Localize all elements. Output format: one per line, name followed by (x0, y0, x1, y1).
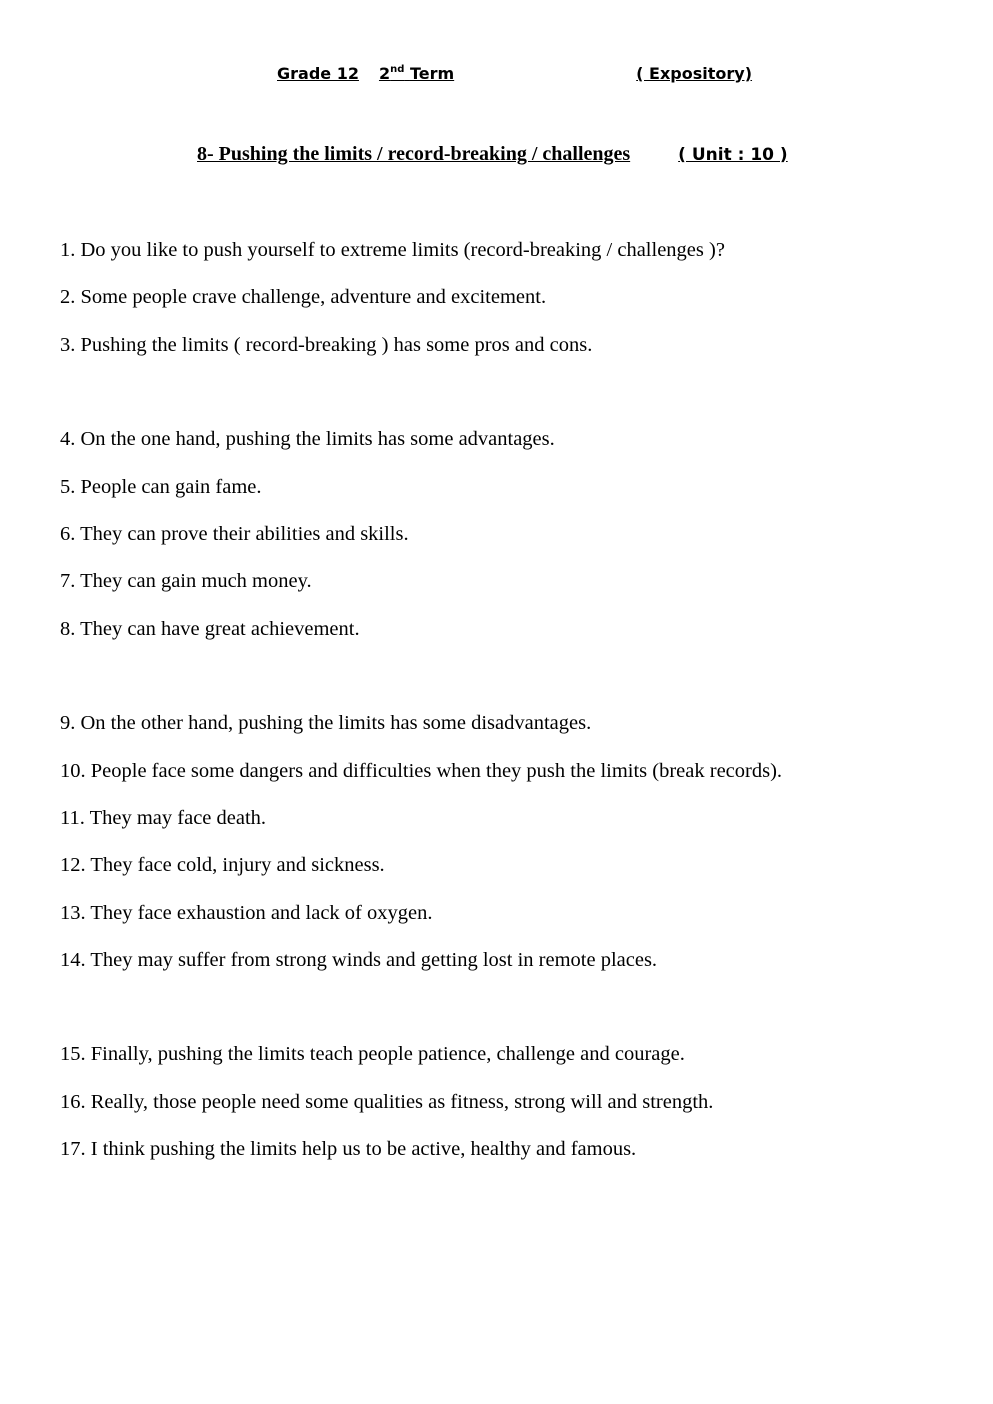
paragraph-disadvantages (60, 707, 940, 991)
page-title (197, 140, 859, 170)
sentence: 14. They may suffer from strong winds and getting lost in remote places. (60, 949, 658, 972)
sentence: 13. They face exhaustion and lack of oxygen. (60, 901, 433, 924)
sentence: 15. Finally, pushing the limits teach people patience, challenge and courage. (60, 1043, 685, 1066)
unit-label: ( Unit : 10 ) (678, 145, 788, 165)
term-label: Term (409, 64, 455, 83)
paragraph-introduction (60, 234, 940, 376)
essay-body (60, 234, 940, 1228)
sentence: 16. Really, those people need some qualities as fitness, strong will and strength. (60, 1090, 714, 1113)
sentence: 8. They can have great achievement. (60, 617, 360, 640)
genre-label: ( Expository) (636, 64, 753, 83)
sentence: 1. Do you like to push yourself to extreme limits (record-breaking / challenges )? (60, 239, 725, 261)
sentence: 17. I think pushing the limits help us to be active, healthy and famous. (60, 1138, 637, 1161)
sentence: 12. They face cold, injury and sickness. (60, 854, 385, 877)
topic-title: 8- Pushing the limits / record-breaking / challenges (197, 143, 631, 165)
grade-label: Grade 12 (277, 64, 359, 83)
sentence: 9. On the other hand, pushing the limits has some disadvantages. (60, 712, 592, 735)
worksheet-header (277, 62, 751, 86)
sentence: 11. They may face death. (60, 806, 267, 829)
term-number: 2 (378, 64, 391, 83)
sentence: 7. They can gain much money. (60, 570, 312, 593)
paragraph-conclusion (60, 1038, 940, 1180)
sentence: 4. On the one hand, pushing the limits has some advantages. (60, 428, 555, 451)
sentence: 6. They can prove their abilities and skills. (60, 522, 409, 545)
sentence: 3. Pushing the limits ( record-breaking ) has some pros and cons. (60, 333, 593, 356)
sentence: 2. Some people crave challenge, adventure and excitement. (60, 286, 547, 309)
term-suffix: nd (390, 64, 405, 75)
sentence: 5. People can gain fame. (60, 475, 262, 498)
paragraph-advantages (60, 423, 940, 660)
sentence: 10. People face some dangers and difficulties when they push the limits (break records). (60, 759, 783, 782)
